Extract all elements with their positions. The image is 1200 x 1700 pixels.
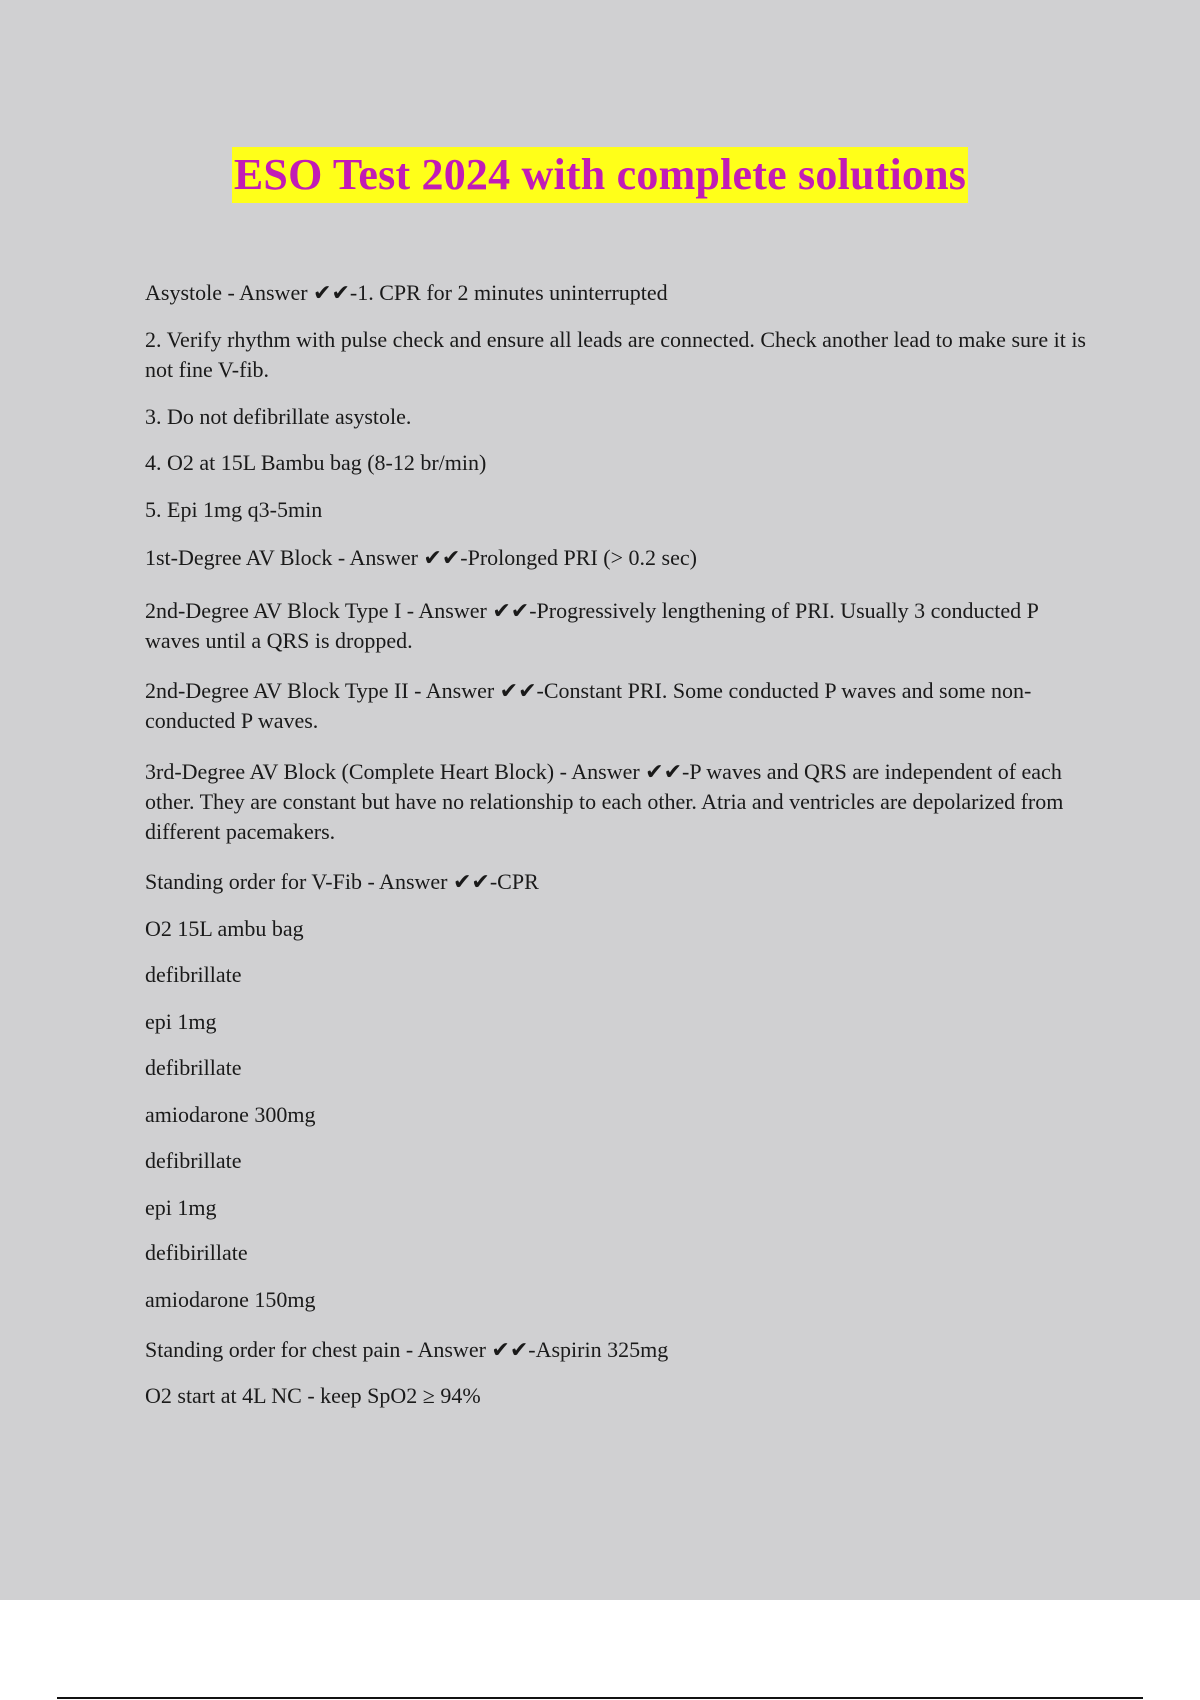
line-third-degree: 3rd-Degree AV Block (Complete Heart Block) - Answer ✔✔-P waves and QRS are independent of each other. They are constant but have no relationship to each other. Atria and ventricles are depolarized from different pacemakers. xyxy=(145,759,1064,844)
line-vfib-order: Standing order for V-Fib - Answer ✔✔-CPR xyxy=(145,869,539,894)
title-wrap xyxy=(0,147,1200,203)
document-title: ESO Test 2024 with complete solutions xyxy=(232,147,968,203)
line-asystole: Asystole - Answer ✔✔-1. CPR for 2 minutes uninterrupted xyxy=(145,280,668,305)
line-second-degree-type-2: 2nd-Degree AV Block Type II - Answer ✔✔-Constant PRI. Some conducted P waves and some non-conducted P waves. xyxy=(145,678,1032,733)
line-vfib-epi-2: epi 1mg xyxy=(145,1195,217,1220)
line-vfib-amio-300: amiodarone 300mg xyxy=(145,1102,316,1127)
line-verify-rhythm: 2. Verify rhythm with pulse check and ensure all leads are connected. Check another lead to make sure it is not fine V-fib. xyxy=(145,327,1086,382)
line-vfib-o2: O2 15L ambu bag xyxy=(145,916,304,941)
line-vfib-amio-150: amiodarone 150mg xyxy=(145,1287,316,1312)
line-epi: 5. Epi 1mg q3-5min xyxy=(145,497,323,522)
line-vfib-defib-1: defibrillate xyxy=(145,962,242,987)
line-second-degree-type-1: 2nd-Degree AV Block Type I - Answer ✔✔-Progressively lengthening of PRI. Usually 3 conducted P waves until a QRS is dropped. xyxy=(145,598,1038,653)
line-first-degree: 1st-Degree AV Block - Answer ✔✔-Prolonged PRI (> 0.2 sec) xyxy=(145,545,697,570)
line-vfib-defib-4: defibirillate xyxy=(145,1240,248,1265)
line-no-defib: 3. Do not defibrillate asystole. xyxy=(145,404,412,429)
line-vfib-defib-2: defibrillate xyxy=(145,1055,242,1080)
line-vfib-epi-1: epi 1mg xyxy=(145,1009,217,1034)
line-chest-pain-o2: O2 start at 4L NC - keep SpO2 ≥ 94% xyxy=(145,1383,481,1408)
footer-divider xyxy=(57,1697,1143,1699)
line-o2-15l: 4. O2 at 15L Bambu bag (8-12 br/min) xyxy=(145,450,487,475)
line-chest-pain-order: Standing order for chest pain - Answer ✔✔-Aspirin 325mg xyxy=(145,1337,669,1362)
line-vfib-defib-3: defibrillate xyxy=(145,1148,242,1173)
